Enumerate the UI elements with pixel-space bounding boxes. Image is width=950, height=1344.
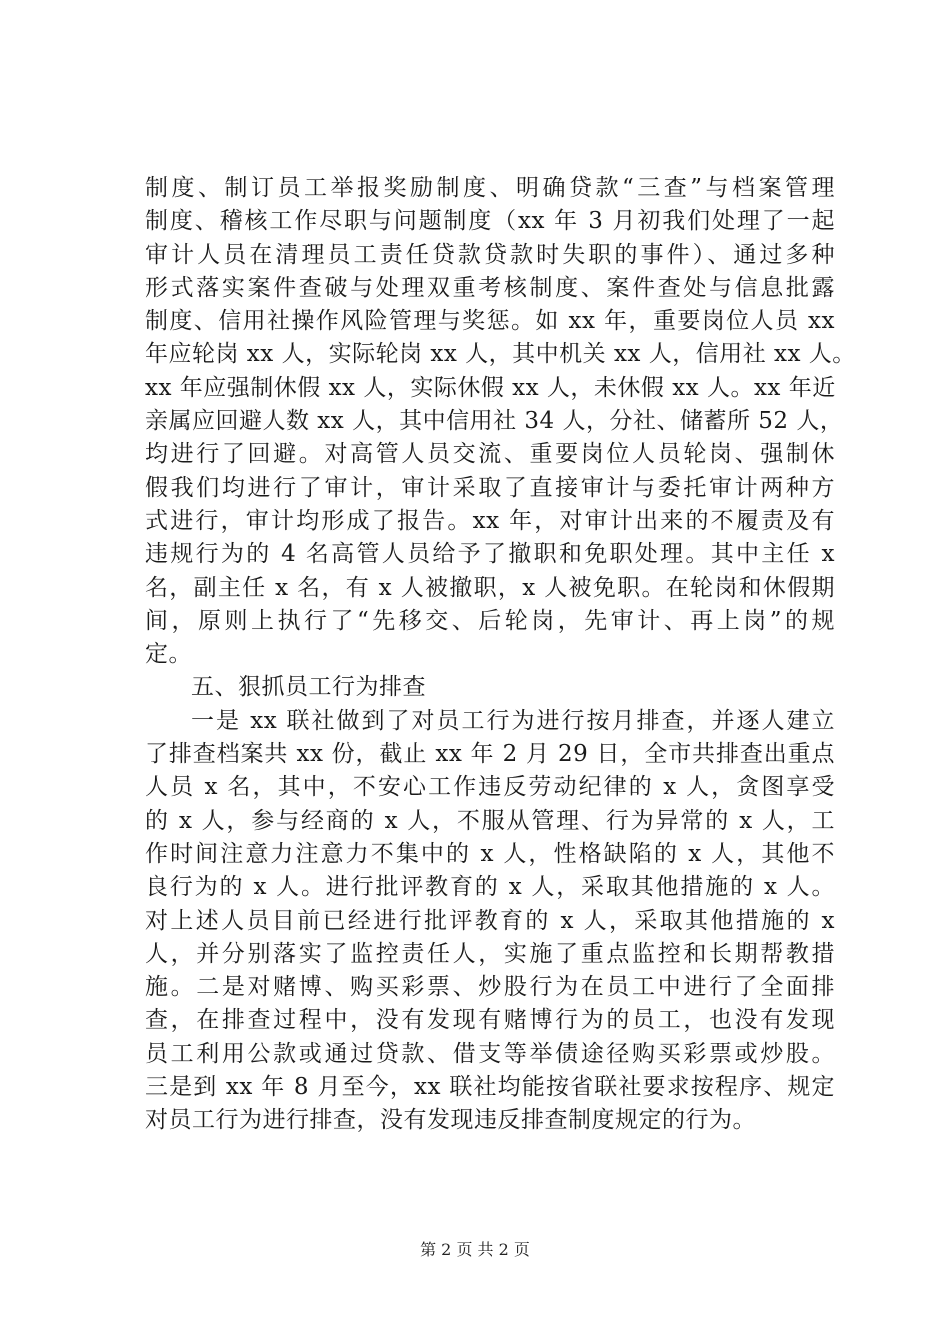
text-line: 对员工行为进行排查，没有发现违反排查制度规定的行为。: [145, 1107, 756, 1134]
text-line: 一是 xx 联社做到了对员工行为进行按月排查，并逐人建立: [191, 707, 835, 734]
text-line: 名，副主任 x 名，有 x 人被撤职，x 人被免职。在轮岗和休假期: [145, 574, 835, 601]
text-line: 均进行了回避。对高管人员交流、重要岗位人员轮岗、强制休: [145, 441, 835, 468]
text-line: 违规行为的 4 名高管人员给予了撤职和免职处理。其中主任 x: [145, 541, 835, 568]
text-line: 审计人员在清理员工责任贷款贷款时失职的事件）、通过多种: [145, 241, 835, 268]
text-line: 对上述人员目前已经进行批评教育的 x 人，采取其他措施的 x: [145, 907, 835, 934]
text-line: 年应轮岗 xx 人，实际轮岗 xx 人，其中机关 xx 人，信用社 xx 人。: [145, 341, 856, 368]
text-line: 假我们均进行了审计，审计采取了直接审计与委托审计两种方: [145, 474, 835, 501]
text-line: 定。: [145, 641, 192, 668]
text-line: 良行为的 x 人。进行批评教育的 x 人，采取其他措施的 x 人。: [145, 874, 835, 901]
text-line: 制度、稽核工作尽职与问题制度（xx 年 3 月初我们处理了一起: [145, 208, 835, 235]
text-line: 查，在排查过程中，没有发现有赌博行为的员工，也没有发现: [145, 1007, 835, 1034]
text-line: 作时间注意力注意力不集中的 x 人，性格缺陷的 x 人，其他不: [145, 840, 835, 867]
paragraph: [145, 671, 835, 704]
text-line: 员工利用公款或通过贷款、借支等举债途径购买彩票或炒股。: [145, 1040, 835, 1067]
paragraph: [145, 172, 856, 671]
text-line: 人，并分别落实了监控责任人，实施了重点监控和长期帮教措: [145, 940, 835, 967]
text-line: 人员 x 名，其中，不安心工作违反劳动纪律的 x 人，贪图享受: [145, 774, 835, 801]
text-line: 式进行，审计均形成了报告。xx 年，对审计出来的不履责及有: [145, 507, 835, 534]
text-line: 制度、信用社操作风险管理与奖惩。如 xx 年，重要岗位人员 xx: [145, 308, 835, 335]
text-line: 制度、制订员工举报奖励制度、明确贷款“三查”与档案管理: [145, 175, 835, 201]
text-line: 施。二是对赌博、购买彩票、炒股行为在员工中进行了全面排: [145, 974, 835, 1001]
paragraph: [145, 705, 835, 1138]
text-line: 了排查档案共 xx 份，截止 xx 年 2 月 29 日，全市共排查出重点: [145, 741, 835, 768]
text-line: 五、狠抓员工行为排查: [191, 674, 426, 701]
text-line: 形式落实案件查破与处理双重考核制度、案件查处与信息批露: [145, 274, 835, 301]
page-footer: 第 2 页 共 2 页: [420, 1240, 530, 1259]
document-body: [145, 172, 856, 1138]
text-line: 亲属应回避人数 xx 人，其中信用社 34 人，分社、储蓄所 52 人，: [145, 408, 844, 435]
text-line: 三是到 xx 年 8 月至今，xx 联社均能按省联社要求按程序、规定: [145, 1074, 835, 1101]
text-line: 的 x 人，参与经商的 x 人，不服从管理、行为异常的 x 人，工: [145, 807, 835, 834]
text-line: xx 年应强制休假 xx 人，实际休假 xx 人，未休假 xx 人。xx 年近: [145, 374, 836, 401]
text-line: 间，原则上执行了“先移交、后轮岗，先审计、再上岗”的规: [145, 607, 835, 634]
